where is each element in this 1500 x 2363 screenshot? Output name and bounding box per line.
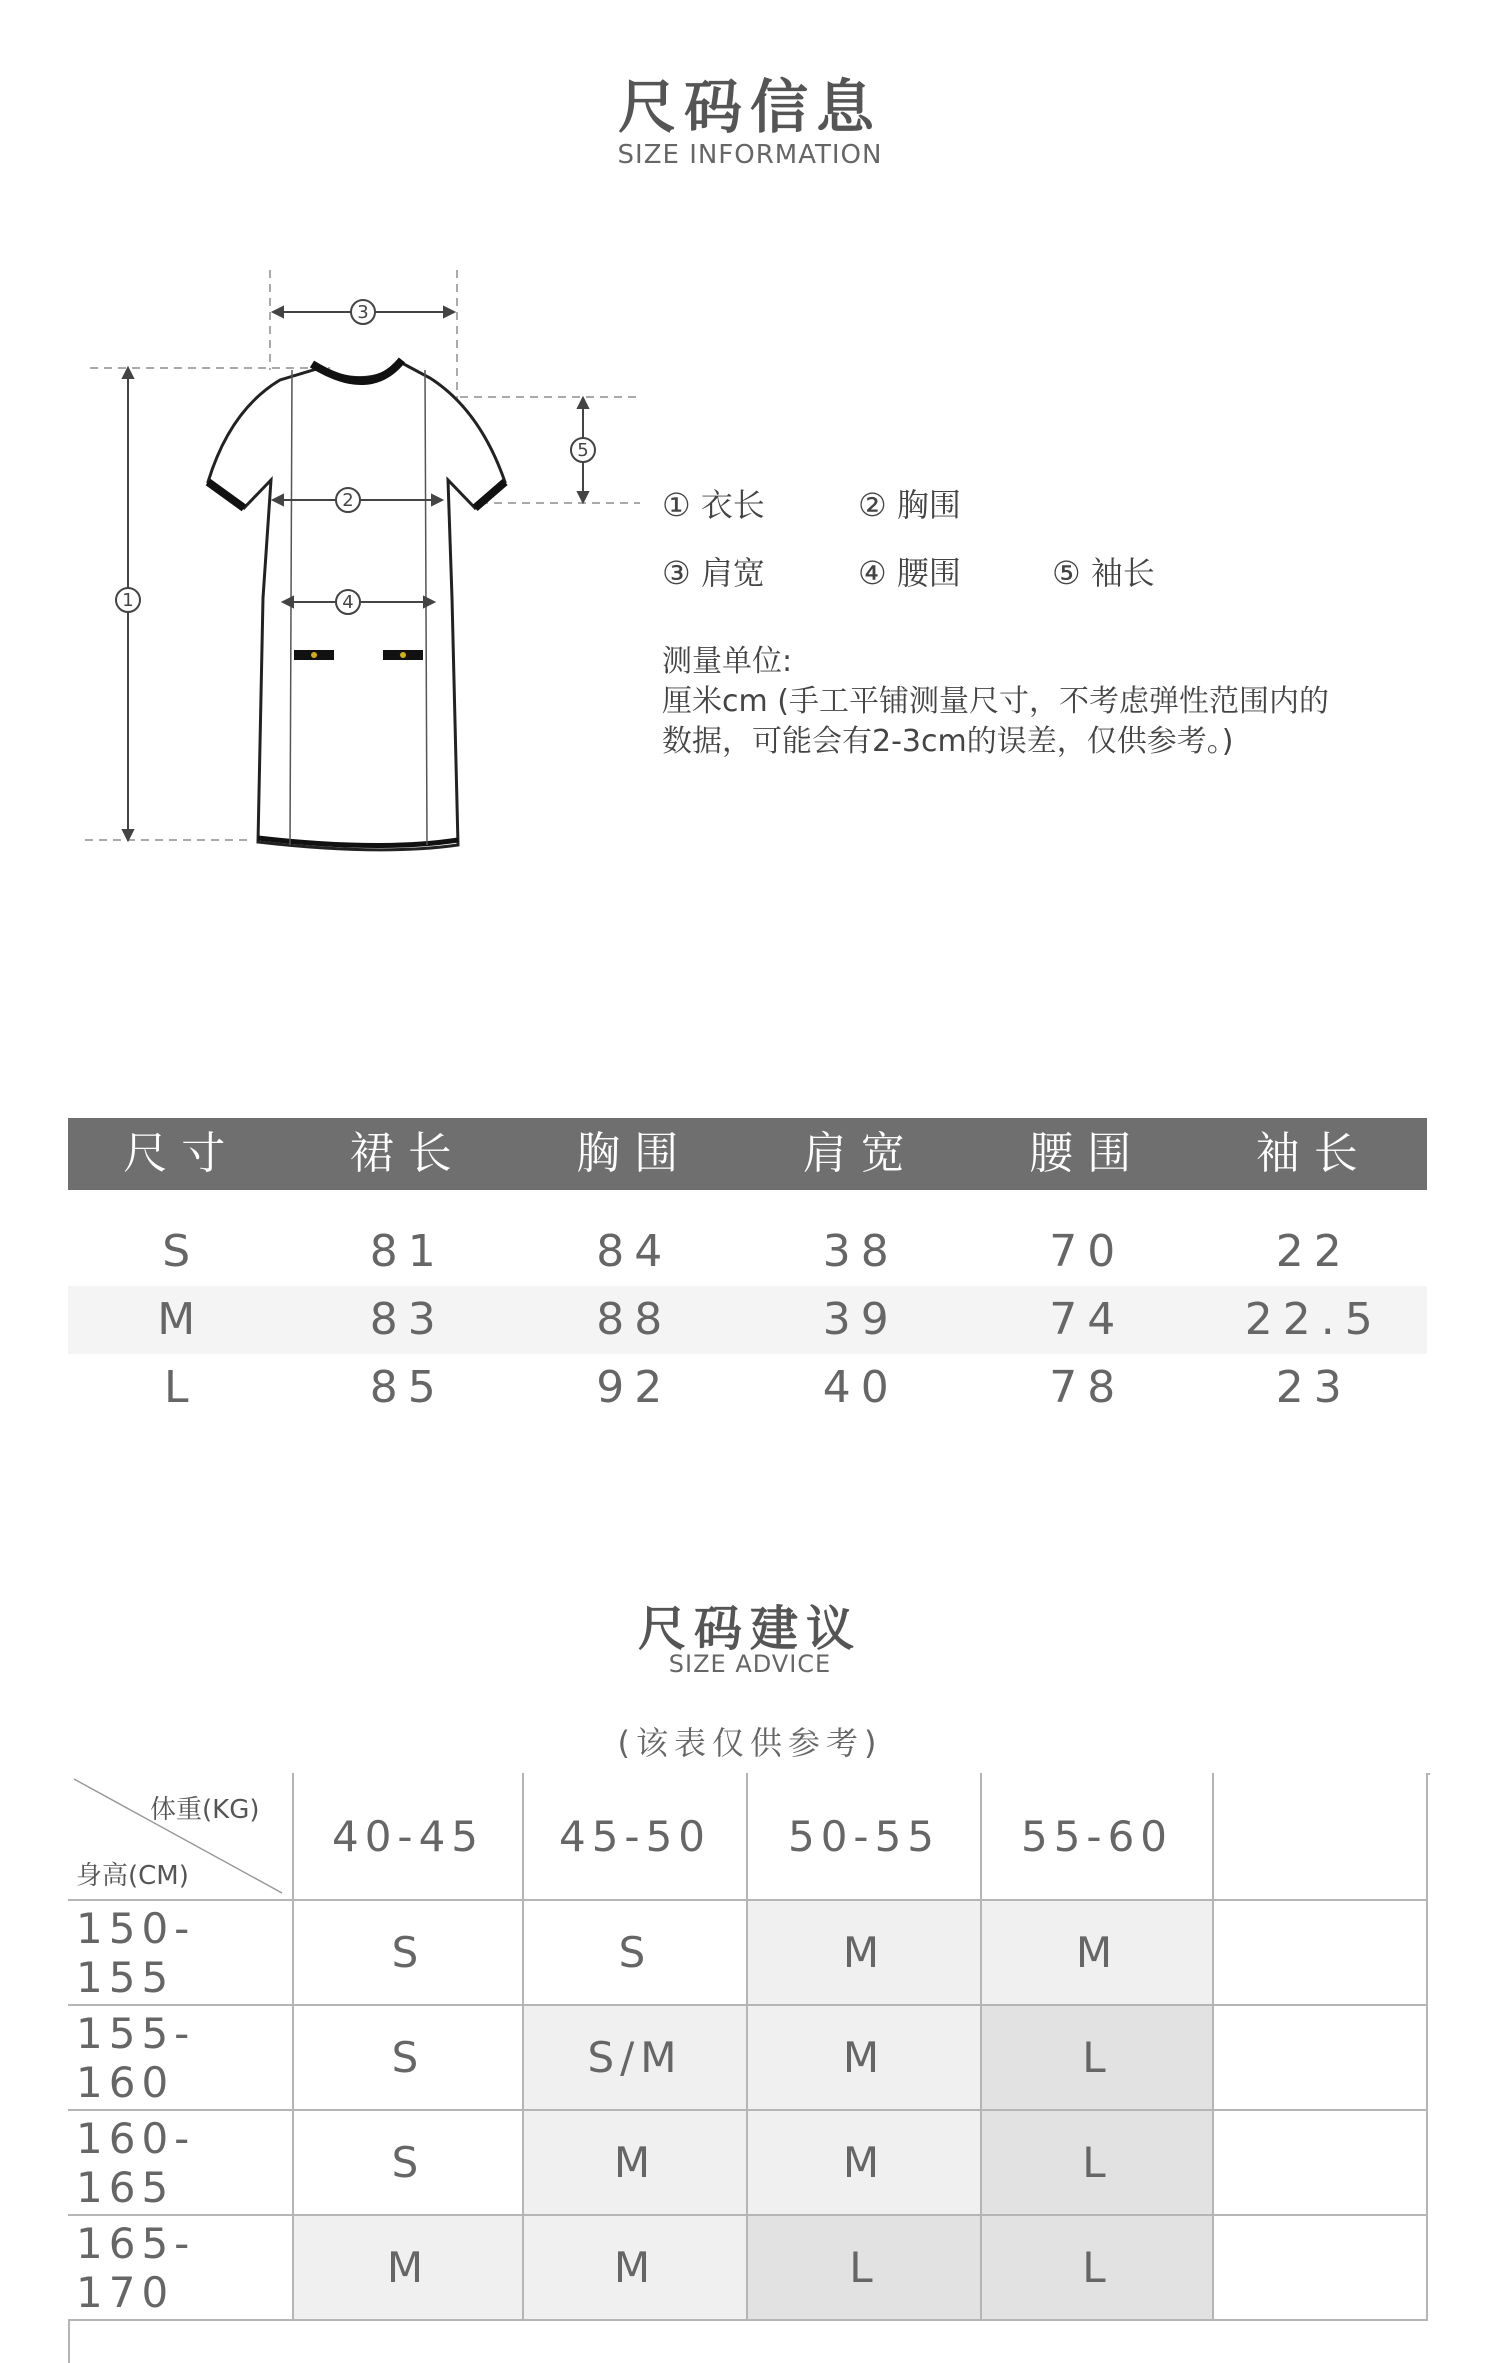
measurement-note — [662, 642, 1422, 762]
legend-item-waist: ④ 腰围 — [858, 554, 961, 592]
size-advice-cell: M — [748, 1901, 982, 2006]
size-table-header — [68, 1118, 1427, 1190]
table-cell: 70 — [1049, 1226, 1126, 1277]
table-row — [68, 1218, 1427, 1286]
size-advice-cell: M — [982, 1901, 1214, 2006]
header-sleeve: 袖长 — [1255, 1128, 1372, 1179]
size-advice-cell: L — [748, 2216, 982, 2321]
marker-chest: 2 — [342, 490, 354, 511]
dress-diagram — [80, 260, 660, 860]
size-advice-cell: M — [524, 2216, 748, 2321]
size-advice-cell: M — [524, 2111, 748, 2216]
height-header: 160-165 — [68, 2111, 294, 2216]
advice-title: 尺码建议 — [637, 1601, 862, 1657]
table-cell: M — [157, 1294, 206, 1345]
marker-length: 1 — [122, 590, 134, 611]
advice-note: (该表仅供参考) — [617, 1724, 883, 1762]
header-shoulder: 肩宽 — [802, 1128, 919, 1179]
note-line-1: 厘米cm (手工平铺测量尺寸，不考虑弹性范围内的 — [662, 684, 1329, 719]
size-advice-cell: M — [748, 2111, 982, 2216]
size-advice-cell: S — [294, 2111, 524, 2216]
size-advice-cell: M — [294, 2216, 524, 2321]
table-cell: 92 — [596, 1362, 673, 1413]
size-advice-cell: S — [524, 1901, 748, 2006]
marker-sleeve: 5 — [577, 440, 589, 461]
corner-height-label: 身高(CM) — [76, 1861, 189, 1891]
weight-header: 55-60 — [982, 1773, 1214, 1901]
size-advice-cell — [1214, 2111, 1428, 2216]
weight-header: 45-50 — [524, 1773, 748, 1901]
height-header: 165-170 — [68, 2216, 294, 2321]
table-cell: L — [163, 1362, 199, 1413]
header-length: 裙长 — [349, 1128, 466, 1179]
table-cell: 88 — [596, 1294, 673, 1345]
advice-subtitle: SIZE ADVICE — [668, 1650, 832, 1678]
table-cell: 83 — [369, 1294, 446, 1345]
grid-corner-cell — [68, 1773, 294, 1901]
page-title: 尺码信息 — [617, 73, 882, 141]
weight-header: 40-45 — [294, 1773, 524, 1901]
header-size: 尺寸 — [123, 1128, 240, 1179]
table-cell: 78 — [1049, 1362, 1126, 1413]
page-subtitle: SIZE INFORMATION — [617, 140, 883, 170]
legend-item-sleeve: ⑤ 袖长 — [1052, 554, 1155, 592]
size-advice-cell: M — [748, 2006, 982, 2111]
corner-weight-label: 体重(KG) — [150, 1795, 260, 1825]
table-cell: 74 — [1049, 1294, 1126, 1345]
size-advice-cell: S — [294, 1901, 524, 2006]
table-row — [68, 1354, 1427, 1422]
table-cell: 22 — [1275, 1226, 1352, 1277]
legend-item-length: ① 衣长 — [662, 486, 765, 524]
table-cell: 39 — [822, 1294, 899, 1345]
size-advice-cell: S/M — [524, 2006, 748, 2111]
size-table — [68, 1118, 1427, 1422]
table-cell: 40 — [822, 1362, 899, 1413]
table-cell: 23 — [1275, 1362, 1352, 1413]
table-cell: 84 — [596, 1226, 673, 1277]
size-advice-cell — [1214, 2216, 1428, 2321]
note-line-2: 数据，可能会有2-3cm的误差，仅供参考。) — [662, 724, 1234, 759]
legend-item-chest: ② 胸围 — [858, 486, 961, 524]
size-advice-cell: S — [294, 2006, 524, 2111]
size-advice-cell: L — [982, 2216, 1214, 2321]
legend-item-shoulder: ③ 肩宽 — [662, 554, 765, 592]
weight-header: 50-55 — [748, 1773, 982, 1901]
table-cell: 85 — [369, 1362, 446, 1413]
table-cell: S — [162, 1226, 201, 1277]
weight-header — [1214, 1773, 1428, 1901]
size-advice-cell: L — [982, 2006, 1214, 2111]
height-header: 155-160 — [68, 2006, 294, 2111]
header-chest: 胸围 — [576, 1128, 693, 1179]
note-heading: 测量单位: — [662, 644, 793, 679]
marker-shoulder: 3 — [357, 302, 369, 323]
table-cell: 22.5 — [1244, 1294, 1383, 1345]
height-header: 150-155 — [68, 1901, 294, 2006]
header-waist: 腰围 — [1029, 1128, 1146, 1179]
table-cell: 81 — [369, 1226, 446, 1277]
table-cell: 38 — [822, 1226, 899, 1277]
marker-waist: 4 — [342, 592, 354, 613]
table-row — [68, 1286, 1427, 1354]
size-advice-cell — [1214, 1901, 1428, 2006]
size-advice-cell — [1214, 2006, 1428, 2111]
size-advice-cell: L — [982, 2111, 1214, 2216]
